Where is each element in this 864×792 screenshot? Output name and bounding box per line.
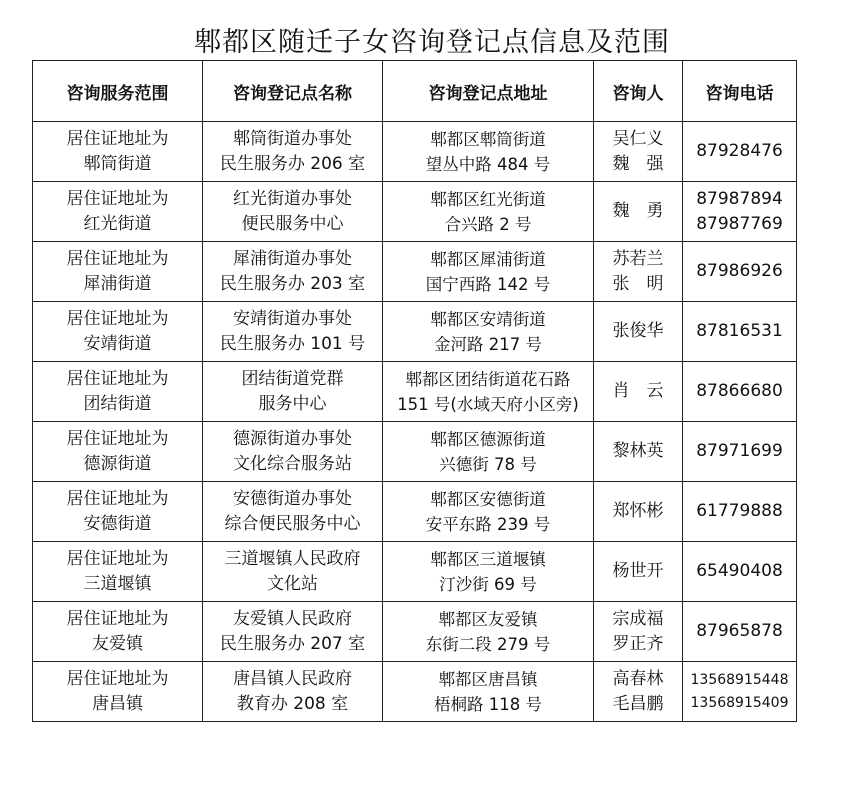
name-cell xyxy=(203,122,383,182)
address-cell xyxy=(383,302,594,362)
name-cell xyxy=(203,242,383,302)
scope-line: 安德街道 xyxy=(83,513,152,534)
scope-line: 居住证地址为 xyxy=(66,368,169,389)
address-line: 金河路 217 号 xyxy=(434,334,542,354)
phone-cell xyxy=(683,242,797,302)
person-cell xyxy=(594,362,683,422)
scope-line: 居住证地址为 xyxy=(66,488,169,509)
table-row xyxy=(33,362,797,422)
name-line: 民生服务办 206 室 xyxy=(219,153,366,174)
header-person: 咨询人 xyxy=(594,61,683,122)
phone-line: 87816531 xyxy=(696,321,783,341)
person-cell xyxy=(594,242,683,302)
person-line: 吴仁义 xyxy=(612,128,664,149)
address-line: 郫都区安靖街道 xyxy=(430,309,546,329)
phone-line: 87987894 xyxy=(696,188,783,209)
name-line: 犀浦街道办事处 xyxy=(233,248,352,269)
name-line: 友爱镇人民政府 xyxy=(233,608,352,629)
address-cell xyxy=(383,662,594,722)
phone-cell xyxy=(683,362,797,422)
person-cell xyxy=(594,182,683,242)
name-line: 文化综合服务站 xyxy=(233,453,352,474)
address-cell xyxy=(383,182,594,242)
person-line: 宗成福 xyxy=(612,608,664,629)
table-row xyxy=(33,662,797,722)
person-line: 高春林 xyxy=(612,668,664,689)
address-line: 郫都区安德街道 xyxy=(430,489,546,509)
address-cell xyxy=(383,482,594,542)
person-cell xyxy=(594,302,683,362)
scope-line: 居住证地址为 xyxy=(66,608,169,629)
header-name: 咨询登记点名称 xyxy=(203,61,383,122)
phone-cell xyxy=(683,482,797,542)
address-cell xyxy=(383,362,594,422)
name-line: 民生服务办 203 室 xyxy=(219,273,366,294)
phone-line: 87987769 xyxy=(696,213,783,234)
scope-line: 安靖街道 xyxy=(83,333,152,354)
scope-cell xyxy=(33,362,203,422)
scope-line: 友爱镇 xyxy=(92,633,143,654)
address-line: 郫都区友爱镇 xyxy=(438,609,538,629)
scope-line: 团结街道 xyxy=(83,393,152,414)
table-row xyxy=(33,302,797,362)
address-line: 郫都区三道堰镇 xyxy=(430,549,546,569)
address-cell xyxy=(383,422,594,482)
address-cell xyxy=(383,242,594,302)
scope-line: 犀浦街道 xyxy=(83,273,152,294)
phone-line: 87971699 xyxy=(696,441,783,461)
scope-cell xyxy=(33,422,203,482)
name-line: 三道堰镇人民政府 xyxy=(224,548,361,569)
address-line: 望丛中路 484 号 xyxy=(425,154,551,174)
table-row xyxy=(33,482,797,542)
name-line: 综合便民服务中心 xyxy=(224,513,361,534)
consultation-table xyxy=(32,60,797,722)
person-line: 肖 云 xyxy=(612,381,664,401)
person-cell xyxy=(594,602,683,662)
phone-cell xyxy=(683,602,797,662)
phone-line: 87928476 xyxy=(696,141,783,161)
name-cell xyxy=(203,482,383,542)
address-line: 东街二段 279 号 xyxy=(425,634,551,654)
phone-cell xyxy=(683,542,797,602)
person-line: 黎林英 xyxy=(612,441,664,461)
address-line: 郫都区红光街道 xyxy=(430,189,546,209)
phone-cell xyxy=(683,662,797,722)
person-line: 魏 勇 xyxy=(612,201,664,221)
address-line: 安平东路 239 号 xyxy=(425,514,551,534)
address-line: 汀沙街 69 号 xyxy=(439,574,537,594)
scope-cell xyxy=(33,122,203,182)
scope-line: 居住证地址为 xyxy=(66,668,169,689)
person-cell xyxy=(594,482,683,542)
scope-cell xyxy=(33,242,203,302)
address-line: 郫都区唐昌镇 xyxy=(438,669,538,689)
person-cell xyxy=(594,422,683,482)
scope-cell xyxy=(33,302,203,362)
address-cell xyxy=(383,602,594,662)
address-cell xyxy=(383,122,594,182)
scope-line: 居住证地址为 xyxy=(66,128,169,149)
person-cell xyxy=(594,662,683,722)
address-line: 国宁西路 142 号 xyxy=(425,274,551,294)
name-line: 安靖街道办事处 xyxy=(233,308,352,329)
name-cell xyxy=(203,182,383,242)
scope-line: 居住证地址为 xyxy=(66,428,169,449)
name-cell xyxy=(203,422,383,482)
person-line: 张俊华 xyxy=(612,321,664,341)
name-line: 民生服务办 207 室 xyxy=(219,633,366,654)
address-line: 郫都区团结街道花石路 xyxy=(405,369,571,389)
scope-cell xyxy=(33,602,203,662)
scope-line: 唐昌镇 xyxy=(92,693,143,714)
scope-line: 三道堰镇 xyxy=(83,573,152,594)
scope-line: 郫筒街道 xyxy=(83,153,152,174)
phone-cell xyxy=(683,302,797,362)
name-cell xyxy=(203,662,383,722)
header-address: 咨询登记点地址 xyxy=(383,61,594,122)
name-cell xyxy=(203,602,383,662)
header-scope: 咨询服务范围 xyxy=(33,61,203,122)
scope-line: 居住证地址为 xyxy=(66,248,169,269)
scope-cell xyxy=(33,662,203,722)
phone-line: 87965878 xyxy=(696,621,783,641)
name-line: 安德街道办事处 xyxy=(233,488,352,509)
table-row xyxy=(33,122,797,182)
table-header-row xyxy=(33,61,797,122)
address-line: 郫都区犀浦街道 xyxy=(430,249,546,269)
scope-cell xyxy=(33,542,203,602)
scope-line: 居住证地址为 xyxy=(66,548,169,569)
address-line: 合兴路 2 号 xyxy=(444,214,532,234)
person-line: 郑怀彬 xyxy=(612,501,664,521)
address-line: 梧桐路 118 号 xyxy=(434,694,542,714)
name-line: 德源街道办事处 xyxy=(233,428,352,449)
person-cell xyxy=(594,542,683,602)
name-cell xyxy=(203,542,383,602)
address-line: 151 号(水域天府小区旁) xyxy=(397,394,579,414)
scope-line: 居住证地址为 xyxy=(66,308,169,329)
table-row xyxy=(33,182,797,242)
phone-line: 65490408 xyxy=(696,561,783,581)
address-line: 郫都区德源街道 xyxy=(430,429,546,449)
page-title: 郫都区随迁子女咨询登记点信息及范围 xyxy=(194,27,670,58)
person-line: 苏若兰 xyxy=(612,248,664,269)
scope-cell xyxy=(33,482,203,542)
scope-cell xyxy=(33,182,203,242)
name-line: 服务中心 xyxy=(258,393,327,414)
table-row xyxy=(33,422,797,482)
address-cell xyxy=(383,542,594,602)
name-line: 民生服务办 101 号 xyxy=(219,333,366,354)
address-line: 郫都区郫筒街道 xyxy=(430,129,546,149)
phone-line: 13568915409 xyxy=(690,694,789,711)
table-row xyxy=(33,542,797,602)
person-line: 张 明 xyxy=(612,273,664,294)
name-line: 团结街道党群 xyxy=(241,368,344,389)
person-cell xyxy=(594,122,683,182)
name-line: 便民服务中心 xyxy=(241,213,344,234)
person-line: 魏 强 xyxy=(612,153,664,174)
phone-line: 13568915448 xyxy=(690,671,789,688)
name-line: 郫筒街道办事处 xyxy=(233,128,352,149)
phone-line: 87986926 xyxy=(696,261,783,281)
name-line: 教育办 208 室 xyxy=(236,693,349,714)
scope-line: 德源街道 xyxy=(83,453,152,474)
phone-cell xyxy=(683,422,797,482)
phone-line: 61779888 xyxy=(696,501,783,521)
person-line: 罗正齐 xyxy=(612,633,664,654)
person-line: 毛昌鹏 xyxy=(612,693,664,714)
table-body xyxy=(33,122,797,722)
address-line: 兴德街 78 号 xyxy=(439,454,537,474)
name-cell xyxy=(203,362,383,422)
phone-line: 87866680 xyxy=(696,381,783,401)
name-line: 唐昌镇人民政府 xyxy=(233,668,352,689)
table-row xyxy=(33,242,797,302)
name-cell xyxy=(203,302,383,362)
name-line: 红光街道办事处 xyxy=(233,188,352,209)
scope-line: 红光街道 xyxy=(83,213,152,234)
scope-line: 居住证地址为 xyxy=(66,188,169,209)
phone-cell xyxy=(683,182,797,242)
person-line: 杨世开 xyxy=(612,561,664,581)
table-row xyxy=(33,602,797,662)
phone-cell xyxy=(683,122,797,182)
name-line: 文化站 xyxy=(267,573,318,594)
header-phone: 咨询电话 xyxy=(683,61,797,122)
